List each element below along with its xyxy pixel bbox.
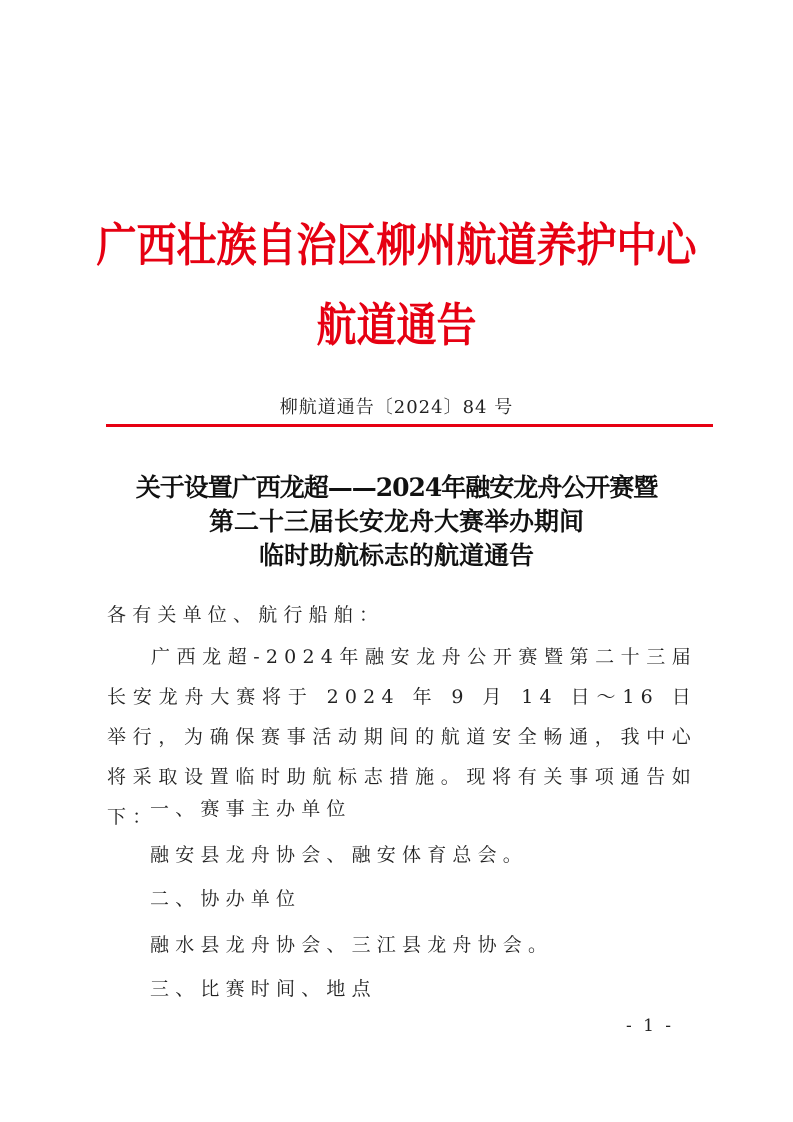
organization-name: 广西壮族自治区柳州航道养护中心 <box>96 218 697 273</box>
page-number: - 1 - <box>625 1016 675 1036</box>
intro-paragraph: 广西龙超-2024年融安龙舟公开赛暨第二十三届长安龙舟大赛将于 2024 年 9 月 14 日～16 日举行，为确保赛事活动期间的航道安全畅通，我中心将采取设置临时助航标志措施。现将有关事项通告如下： <box>107 646 697 828</box>
section-content-organizer: 融安县龙舟协会、融安体育总会。 <box>150 844 529 866</box>
red-header-rule <box>106 424 713 427</box>
salutation: 各有关单位、航行船舶： <box>107 604 385 626</box>
section-heading-organizer: 一、赛事主办单位 <box>150 798 352 820</box>
document-type-title: 航道通告 <box>316 298 477 353</box>
section-heading-co-organizer: 二、协办单位 <box>150 888 302 910</box>
notice-title-line-2: 第二十三届长安龙舟大赛举办期间 <box>208 507 584 536</box>
document-number: 柳航道通告〔2024〕84 号 <box>279 397 514 418</box>
notice-title-line-3: 临时助航标志的航道通告 <box>258 541 534 570</box>
notice-title-line-1: 关于设置广西龙超——2024年融安龙舟公开赛暨 <box>135 473 658 502</box>
section-heading-time-location: 三、比赛时间、地点 <box>150 978 377 1000</box>
section-content-co-organizer: 融水县龙舟协会、三江县龙舟协会。 <box>150 934 554 956</box>
